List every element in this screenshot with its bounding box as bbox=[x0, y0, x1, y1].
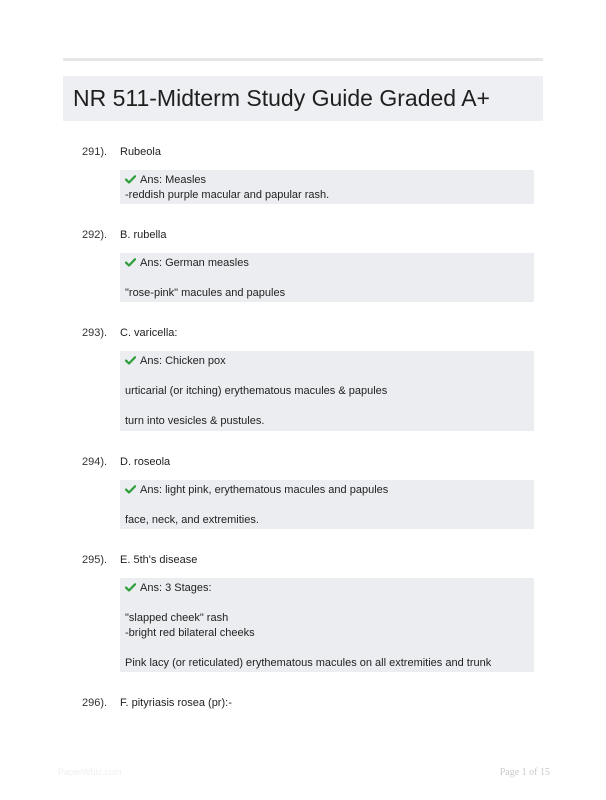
question-number: 294). bbox=[82, 456, 108, 468]
answer-line: turn into vesicles & pustules. bbox=[125, 415, 265, 427]
answer-line: "rose-pink" macules and papules bbox=[125, 287, 286, 299]
answer-box bbox=[120, 170, 534, 204]
question-number: 293). bbox=[82, 327, 108, 339]
answer-line: -bright red bilateral cheeks bbox=[125, 627, 255, 639]
answer-line: Ans: 3 Stages: bbox=[125, 582, 212, 594]
answer-box bbox=[120, 480, 534, 529]
title-banner bbox=[63, 76, 543, 121]
answer-line: Pink lacy (or reticulated) erythematous macules on all extremities and trunk bbox=[125, 657, 492, 669]
question-text: Rubeola bbox=[120, 146, 161, 158]
page-number: Page 1 of 15 bbox=[499, 767, 550, 778]
question-number: 292). bbox=[82, 229, 108, 241]
answer-box bbox=[120, 351, 534, 431]
question-text: D. roseola bbox=[120, 456, 171, 468]
answer-line: urticarial (or itching) erythematous macules & papules bbox=[125, 385, 388, 397]
answer-line: "slapped cheek" rash bbox=[125, 612, 229, 624]
check-icon bbox=[125, 583, 136, 592]
question-text: F. pityriasis rosea (pr):- bbox=[120, 697, 232, 709]
question-text: C. varicella: bbox=[120, 327, 178, 339]
question-number: 295). bbox=[82, 554, 108, 566]
top-divider bbox=[63, 58, 543, 61]
check-icon bbox=[125, 175, 136, 184]
question-text: B. rubella bbox=[120, 229, 167, 241]
answer-line: Ans: light pink, erythematous macules and papules bbox=[125, 484, 388, 496]
question-number: 296). bbox=[82, 697, 108, 709]
answer-line: -reddish purple macular and papular rash. bbox=[125, 189, 330, 201]
footer-watermark: PaperWbiz.com bbox=[58, 767, 122, 777]
answer-line: Ans: Chicken pox bbox=[125, 355, 226, 367]
check-icon bbox=[125, 258, 136, 267]
answer-line: Ans: German measles bbox=[125, 257, 249, 269]
question-text: E. 5th's disease bbox=[120, 554, 198, 566]
answer-line: Ans: Measles bbox=[125, 174, 206, 186]
answer-box bbox=[120, 578, 534, 672]
answer-line: face, neck, and extremities. bbox=[125, 514, 259, 526]
document-title: NR 511-Midterm Study Guide Graded A+ bbox=[73, 85, 490, 111]
answer-box bbox=[120, 253, 534, 302]
question-number: 291). bbox=[82, 146, 108, 158]
check-icon bbox=[125, 356, 136, 365]
check-icon bbox=[125, 485, 136, 494]
